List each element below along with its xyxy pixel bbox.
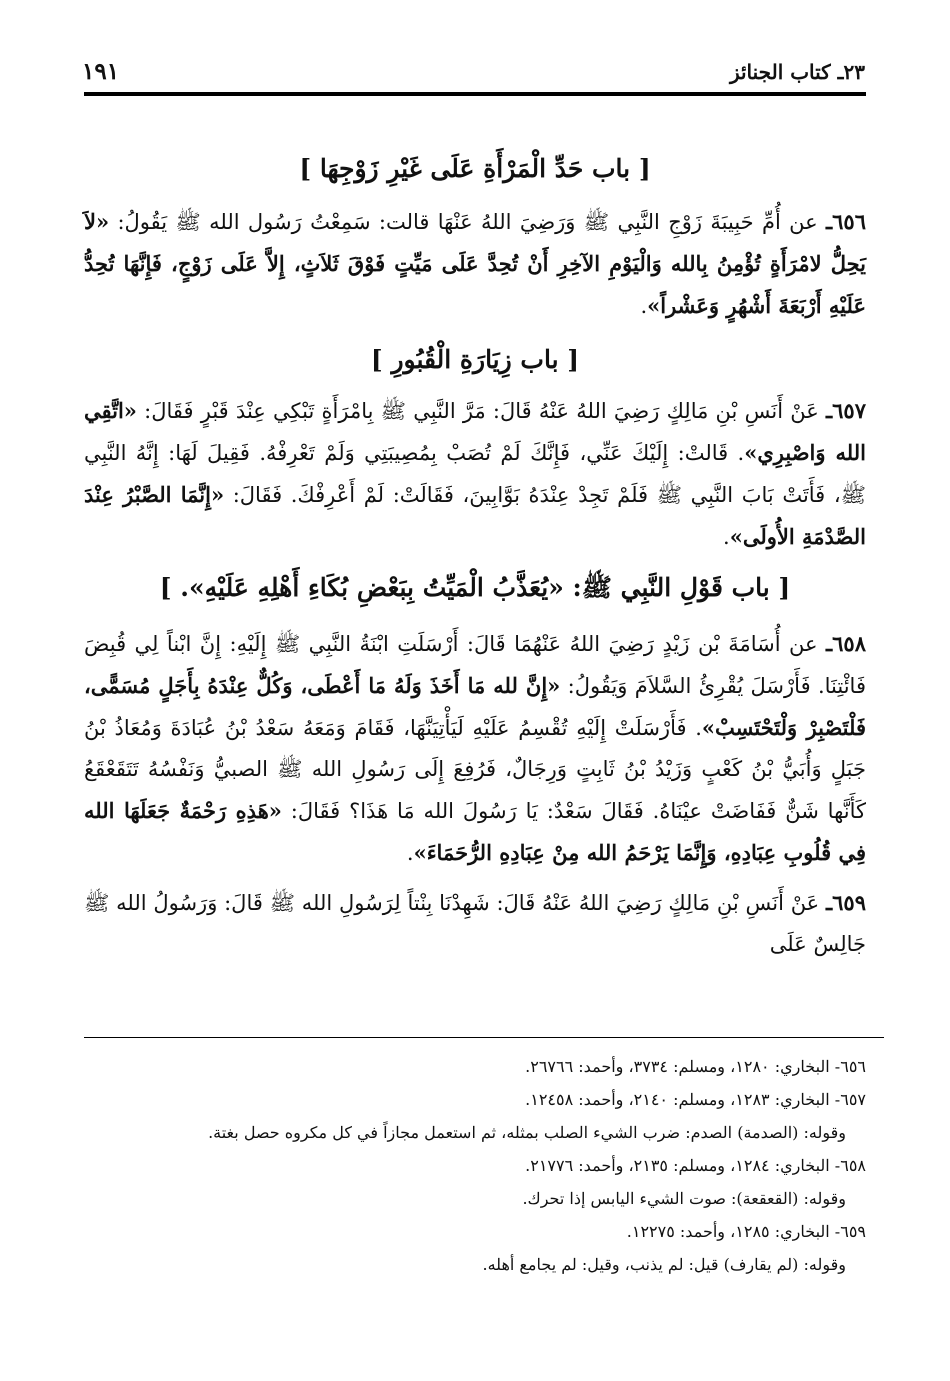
hadith-number: ٦٥٦ـ xyxy=(826,209,866,234)
section-heading: [ باب حَدِّ الْمَرْأَةِ عَلَى غَيْرِ زَوْجِهَا ] xyxy=(299,154,651,183)
hadith-656 xyxy=(84,201,866,327)
hadith-text-end: . xyxy=(723,525,730,549)
hadith-text: عن أُمِّ حَبِيبَةَ زَوْجِ النَّبِي ﷺ وَرَضِيَ اللهُ عَنْهَا قالت: سَمِعْتُ رَسُول الله ﷺ يَقُولُ: xyxy=(109,210,826,234)
prophetic-quote: «إِنَّ لله مَا أَخَذَ وَلَهُ مَا أَعْطَى، وَكُلٌّ عِنْدَهُ بِأَجَلٍ مُسَمًّى، فَلْتَصْبِرْ وَلْتَحْتَسِبْ» xyxy=(84,673,866,740)
footnote-ref: ٦٥٨- البخاري: ١٢٨٤، ومسلم: ٢١٣٥، وأحمد: ٢١٧٧٦. xyxy=(525,1156,866,1175)
hadith-number: ٦٥٨ـ xyxy=(826,631,866,656)
hadith-text: . قَالتْ: إِلَيْكَ عَنِّي، فَإِنَّكَ لَمْ تُصَبْ بِمُصِيبَتِي وَلَمْ تَعْرِفْهُ. فَقِيلَ لَهَا: إِنَّهُ النَّبِي ﷺ، فَأَتَتْ بَابَ النَّبِي ﷺ فَلَمْ تَجِدْ عِنْدَهُ بَوَّابِينَ، فَقَالَتْ: لَمْ أَعْرِفْكَ. فَقَالَ: xyxy=(84,441,866,507)
footnotes xyxy=(84,1050,866,1281)
footnote-ref: ٦٥٩- البخاري: ١٢٨٥، وأحمد: ١٢٢٧٥. xyxy=(626,1222,866,1241)
footnote-note: وقوله: (لم يقارف) قيل: لم يذنب، وقيل: لم يجامع أهله. xyxy=(482,1255,846,1274)
hadith-658 xyxy=(84,623,866,874)
section-heading: [ باب قَوْلِ النَّبِي ﷺ: «يُعَذَّبُ الْمَيِّتُ بِبَعْضِ بُكَاءِ أَهْلِهِ عَلَيْهِ». ] xyxy=(159,573,791,602)
footnote-note: وقوله: (الصدمة) الصدم: ضرب الشيء الصلب بمثله، ثم استعمل مجازاً في كل مكروه حصل بغتة. xyxy=(208,1123,846,1142)
prophetic-quote: «إِنَّمَا الصَّبْرُ عِنْدَ الصَّدْمَةِ الأُولَى» xyxy=(84,482,866,549)
hadith-text-end: . xyxy=(406,841,414,865)
main-text xyxy=(84,140,866,965)
hadith-text-end: . xyxy=(640,294,648,318)
running-header xyxy=(82,58,865,92)
hadith-text: عن أُسَامَةَ بْن زَيْدٍ رَضِيَ اللهُ عَنْهُمَا قَالَ: أَرْسَلَتِ ابْنَةُ النَّبِي ﷺ إِلَيْهِ: إِنَّ ابْناً لِي قُبِضَ فَائْتِنَا. فَأَرْسَلَ يُقْرِئُ السَّلاَمَ وَيَقُولُ: xyxy=(84,632,866,698)
footnote-rule xyxy=(84,1037,884,1038)
hadith-text: عَنْ أَنَسِ بْنِ مَالِكٍ رَضِيَ اللهُ عَنْهُ قَالَ: شَهِدْنَا بِنْتاً لِرَسُولِ الله ﷺ قَالَ: وَرَسُولُ الله ﷺ جَالِسٌ عَلَى xyxy=(84,891,866,956)
prophetic-quote: «لاَ يَحِلُّ لامْرَأَةٍ تُؤْمِنُ بِالله وَالْيَوْمِ الآخِرِ أَنْ تُحِدَّ عَلَى مَيِّتٍ فَوْقَ ثَلاَثٍ، إِلاَّ عَلَى زَوْجٍ، فَإِنَّهَا تُحِدُّ عَلَيْهِ أَرْبَعَةَ أَشْهُرٍ وَعَشْراً» xyxy=(84,209,866,318)
header-rule xyxy=(84,92,866,96)
hadith-657 xyxy=(84,390,866,558)
chapter-title: ٢٣ـ كتاب الجنائز xyxy=(729,60,865,84)
footnote-ref: ٦٥٦- البخاري: ١٢٨٠، ومسلم: ٣٧٣٤، وأحمد: ٢٦٧٦٦. xyxy=(525,1057,866,1076)
prophetic-quote: «اتَّقِي الله وَاصْبِرِي» xyxy=(84,398,866,465)
hadith-text: عَنْ أَنَسِ بْنِ مَالِكٍ رَضِيَ اللهُ عَنْهُ قَالَ: مَرَّ النَّبِي ﷺ بِامْرَأَةٍ تَبْكِي عِنْدَ قَبْرٍ فَقَالَ: xyxy=(136,399,826,423)
footnote-note: وقوله: (القعقعة): صوت الشيء اليابس إذا تحرك. xyxy=(522,1189,846,1208)
hadith-text: . فَأَرْسَلَتْ إِلَيْهِ تُقْسِمُ عَلَيْهِ لَيَأْتِيَنَّهَا، فَقَامَ وَمَعَهُ سَعْدُ بْنُ عُبَادَةَ وَمُعَاذُ بْنُ جَبَلٍ وَأُبَيُّ بْنُ كَعْبٍ وَزَيْدُ بْنُ ثَابِتٍ وَرِجَالٌ، فَرُفِعَ إِلَى رَسُولِ الله ﷺ الصبيُّ وَنَفْسُهُ تَتَقَعْقَعُ كَأَنَّها شَنٌّ فَفَاضَتْ عيْنَاهُ. فَقَالَ سَعْدٌ: يَا رَسُولَ الله مَا هَذَا؟ فَقَالَ: xyxy=(84,716,866,823)
page-number: ١٩١ xyxy=(82,58,120,85)
hadith-number: ٦٥٩ـ xyxy=(826,890,866,915)
footnote-ref: ٦٥٧- البخاري: ١٢٨٣، ومسلم: ٢١٤٠، وأحمد: ١٢٤٥٨. xyxy=(525,1090,866,1109)
prophetic-quote: «هَذِهِ رَحْمَةٌ جَعَلَهَا الله فِي قُلُوبِ عِبَادِهِ، وَإِنَّمَا يَرْحَمُ الله مِنْ عِبَادِهِ الرُّحَمَاءَ» xyxy=(84,798,866,865)
hadith-number: ٦٥٧ـ xyxy=(826,398,866,423)
hadith-659 xyxy=(84,882,866,965)
section-heading: [ باب زِيَارَةِ الْقُبُورِ ] xyxy=(370,345,580,374)
